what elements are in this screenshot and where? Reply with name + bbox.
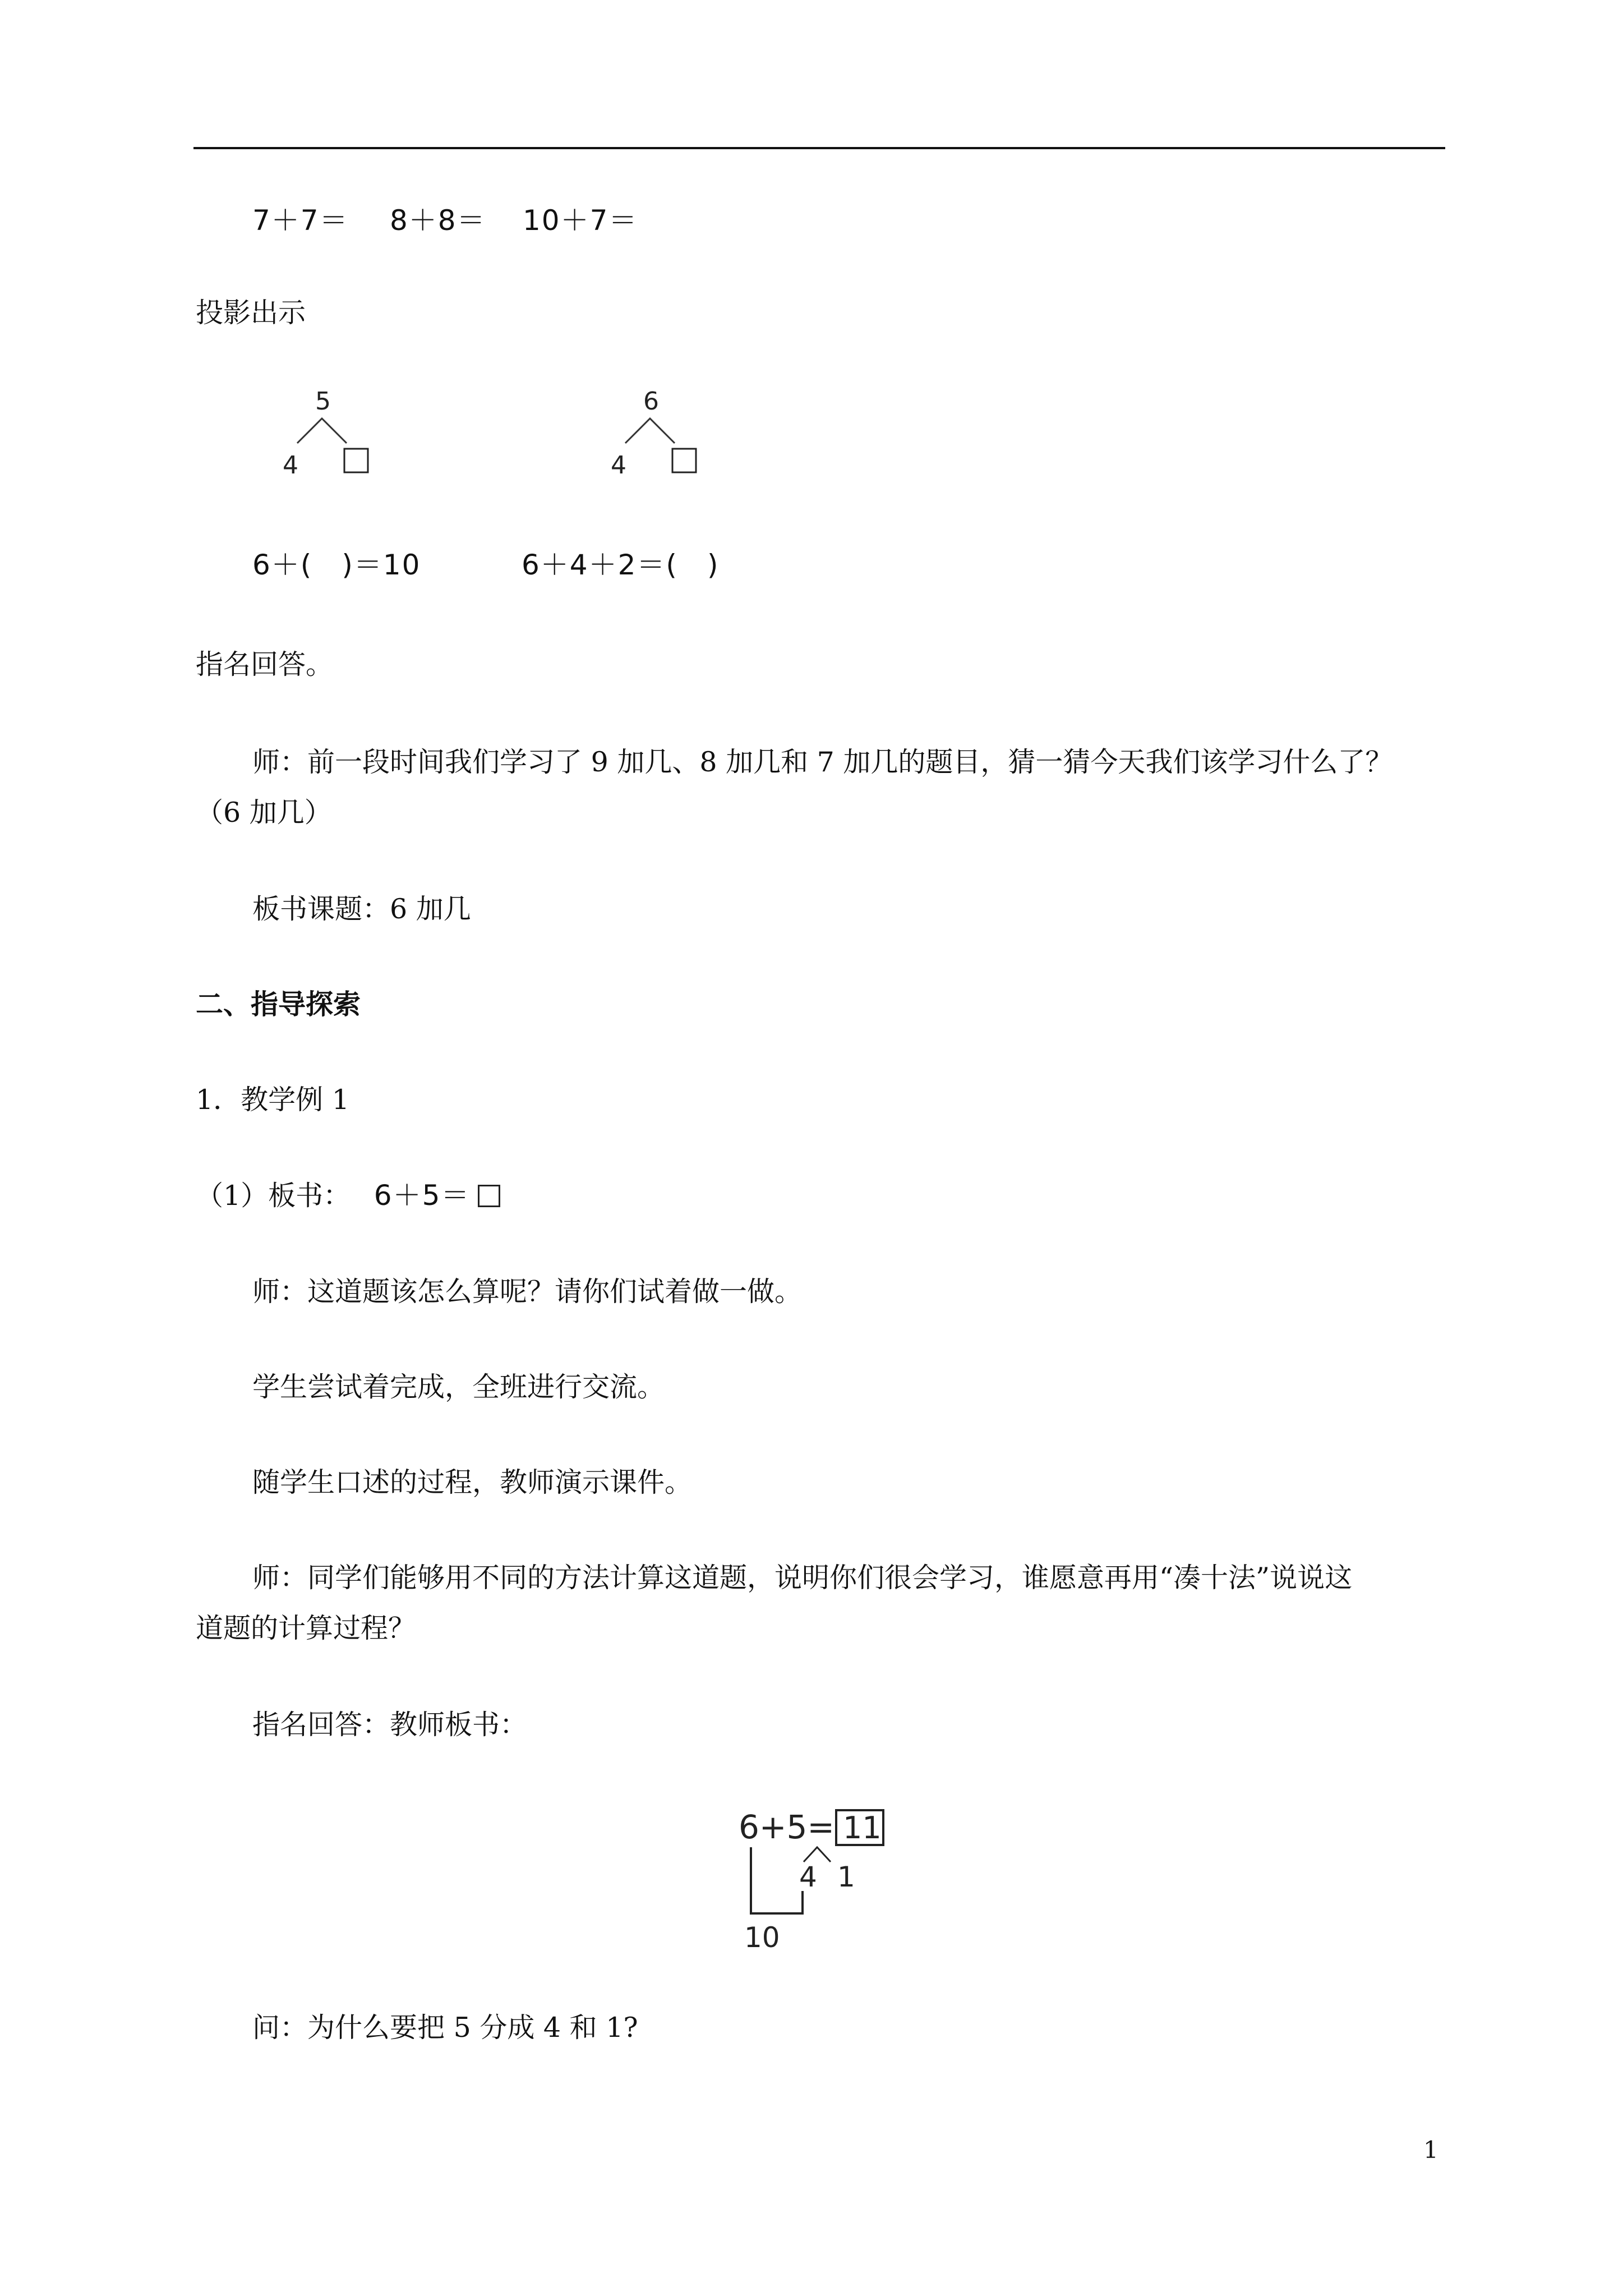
tree-left-number: 4 <box>611 451 626 480</box>
teacher-question-1-line1: 师：前一段时间我们学习了 9 加几、8 加几和 7 加几的题目，猜一猜今天我们该学习什么了？ <box>252 746 1393 778</box>
board-title: 板书课题：6 加几 <box>252 893 471 925</box>
split-right: 1 <box>837 1861 855 1893</box>
split-left: 4 <box>799 1861 817 1893</box>
tree-top-number: 6 <box>643 387 659 416</box>
equation-8-plus-8: 8＋8＝ <box>390 204 486 237</box>
item-1-heading: 1．教学例 1 <box>196 1084 349 1116</box>
call-answer-2: 指名回答：教师板书： <box>252 1709 528 1741</box>
students-try: 学生尝试着完成，全班进行交流。 <box>252 1371 665 1403</box>
page-number: 1 <box>1423 2136 1438 2164</box>
diagram-expression: 6+5= <box>739 1808 834 1846</box>
equation-fill-blank-10: 6＋( )＝10 <box>252 549 421 581</box>
tree-left-number: 4 <box>283 451 298 480</box>
answer-box <box>344 449 368 472</box>
question-why-split: 问：为什么要把 5 分成 4 和 1? <box>252 2012 638 2044</box>
item-1-1-board <box>196 1179 500 1212</box>
equation-10-plus-7: 10＋7＝ <box>523 204 638 237</box>
make-ten-diagram <box>737 1803 917 1961</box>
board-equation: 6＋5＝ <box>374 1179 471 1212</box>
decomposition-tree-5 <box>275 381 387 482</box>
equation-6-plus-4-plus-2: 6＋4＋2＝( ) <box>522 549 720 581</box>
answer-box <box>478 1185 500 1207</box>
diagram-result: 11 <box>843 1810 882 1846</box>
tree-top-number: 5 <box>315 387 331 416</box>
teacher-question-3-line1: 师：同学们能够用不同的方法计算这道题，说明你们很会学习，谁愿意再用“凑十法”说说这 <box>252 1562 1353 1594</box>
diagram-ten: 10 <box>744 1921 780 1954</box>
call-answer-1: 指名回答。 <box>196 648 334 680</box>
projection-label: 投影出示 <box>196 297 306 329</box>
equation-7-plus-7: 7＋7＝ <box>252 204 349 237</box>
teacher-question-3-line2: 道题的计算过程？ <box>196 1612 416 1644</box>
header-rule <box>193 147 1445 149</box>
follow-demo: 随学生口述的过程，教师演示课件。 <box>252 1466 693 1498</box>
board-prefix: （1）板书： <box>196 1180 351 1212</box>
teacher-question-2: 师：这道题该怎么算呢？请你们试着做一做。 <box>252 1276 803 1308</box>
answer-box <box>672 449 696 472</box>
section-heading-2: 二、指导探索 <box>196 988 361 1020</box>
decomposition-tree-6 <box>603 381 715 482</box>
teacher-question-1-line2: （6 加几） <box>196 797 332 829</box>
